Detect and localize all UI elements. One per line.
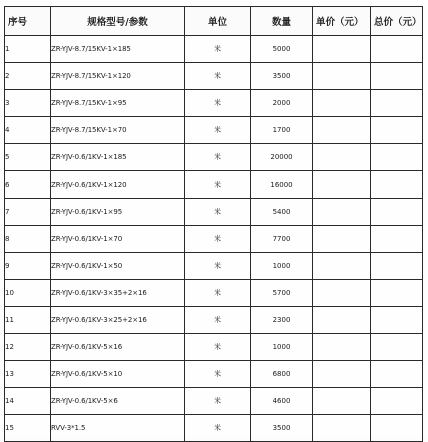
row-unit-price: [313, 117, 371, 144]
row-unit: 米: [185, 36, 251, 63]
row-spec: ZR-YJV-0.6/1KV-1×70: [51, 225, 185, 252]
row-quantity: 7700: [251, 225, 313, 252]
header-unit-price: 单价（元）: [313, 7, 371, 36]
row-spec: ZR-YJV-0.6/1KV-1×120: [51, 171, 185, 198]
row-unit: 米: [185, 361, 251, 388]
header-index: 序号: [5, 7, 51, 36]
row-quantity: 5400: [251, 198, 313, 225]
table-row: [5, 415, 423, 442]
table-row: [5, 90, 423, 117]
table-row: [5, 63, 423, 90]
row-quantity: 1000: [251, 334, 313, 361]
table-row: [5, 36, 423, 63]
row-total-price: [371, 36, 423, 63]
row-total-price: [371, 90, 423, 117]
row-unit-price: [313, 90, 371, 117]
row-index: 1: [5, 36, 51, 63]
row-quantity: 4600: [251, 388, 313, 415]
row-quantity: 20000: [251, 144, 313, 171]
row-unit: 米: [185, 252, 251, 279]
row-spec: ZR-YJV-0.6/1KV-5×16: [51, 334, 185, 361]
row-unit-price: [313, 361, 371, 388]
row-index: 6: [5, 171, 51, 198]
row-index: 7: [5, 198, 51, 225]
row-spec: ZR-YJV-0.6/1KV-3×25+2×16: [51, 306, 185, 333]
row-unit-price: [313, 306, 371, 333]
row-quantity: 6800: [251, 361, 313, 388]
row-index: 14: [5, 388, 51, 415]
row-unit: 米: [185, 279, 251, 306]
row-unit: 米: [185, 388, 251, 415]
row-quantity: 2300: [251, 306, 313, 333]
table-row: [5, 117, 423, 144]
row-index: 5: [5, 144, 51, 171]
row-index: 8: [5, 225, 51, 252]
row-quantity: 5000: [251, 36, 313, 63]
row-index: 12: [5, 334, 51, 361]
row-unit-price: [313, 63, 371, 90]
row-total-price: [371, 415, 423, 442]
row-index: 15: [5, 415, 51, 442]
row-total-price: [371, 388, 423, 415]
row-total-price: [371, 198, 423, 225]
row-unit: 米: [185, 144, 251, 171]
row-spec: ZR-YJV-0.6/1KV-1×50: [51, 252, 185, 279]
table-row: [5, 225, 423, 252]
row-unit-price: [313, 36, 371, 63]
row-unit: 米: [185, 198, 251, 225]
row-unit: 米: [185, 90, 251, 117]
row-index: 3: [5, 90, 51, 117]
row-unit-price: [313, 171, 371, 198]
row-quantity: 3500: [251, 63, 313, 90]
table-body: [5, 36, 423, 442]
row-total-price: [371, 144, 423, 171]
row-unit: 米: [185, 117, 251, 144]
row-unit: 米: [185, 171, 251, 198]
row-unit-price: [313, 279, 371, 306]
header-quantity: 数量: [251, 7, 313, 36]
row-quantity: 1000: [251, 252, 313, 279]
table-row: [5, 171, 423, 198]
row-spec: ZR-YJV-8.7/15KV-1×185: [51, 36, 185, 63]
row-unit: 米: [185, 306, 251, 333]
row-total-price: [371, 63, 423, 90]
row-quantity: 2000: [251, 90, 313, 117]
header-total-price: 总价（元）: [371, 7, 423, 36]
row-spec: ZR-YJV-8.7/15KV-1×120: [51, 63, 185, 90]
row-total-price: [371, 334, 423, 361]
row-spec: ZR-YJV-8.7/15KV-1×70: [51, 117, 185, 144]
header-spec: 规格型号/参数: [51, 7, 185, 36]
row-quantity: 1700: [251, 117, 313, 144]
row-unit: 米: [185, 63, 251, 90]
row-spec: ZR-YJV-0.6/1KV-5×6: [51, 388, 185, 415]
row-total-price: [371, 279, 423, 306]
row-spec: ZR-YJV-0.6/1KV-3×35+2×16: [51, 279, 185, 306]
row-unit-price: [313, 198, 371, 225]
table-row: [5, 388, 423, 415]
row-total-price: [371, 171, 423, 198]
row-total-price: [371, 117, 423, 144]
row-index: 13: [5, 361, 51, 388]
table-header: [5, 7, 423, 36]
row-spec: ZR-YJV-8.7/15KV-1×95: [51, 90, 185, 117]
row-index: 11: [5, 306, 51, 333]
row-index: 2: [5, 63, 51, 90]
row-unit-price: [313, 225, 371, 252]
table-row: [5, 334, 423, 361]
row-unit-price: [313, 415, 371, 442]
table-row: [5, 198, 423, 225]
table-row: [5, 252, 423, 279]
row-total-price: [371, 225, 423, 252]
row-total-price: [371, 361, 423, 388]
row-index: 9: [5, 252, 51, 279]
row-unit-price: [313, 252, 371, 279]
table-row: [5, 306, 423, 333]
row-total-price: [371, 306, 423, 333]
table-row: [5, 144, 423, 171]
header-row: [5, 7, 423, 36]
table-row: [5, 361, 423, 388]
row-unit-price: [313, 144, 371, 171]
header-unit: 单位: [185, 7, 251, 36]
row-spec: ZR-YJV-0.6/1KV-5×10: [51, 361, 185, 388]
row-quantity: 16000: [251, 171, 313, 198]
row-unit: 米: [185, 225, 251, 252]
row-quantity: 3500: [251, 415, 313, 442]
row-unit-price: [313, 388, 371, 415]
row-total-price: [371, 252, 423, 279]
row-spec: ZR-YJV-0.6/1KV-1×95: [51, 198, 185, 225]
row-quantity: 5700: [251, 279, 313, 306]
row-unit: 米: [185, 334, 251, 361]
quotation-table: [4, 6, 423, 442]
row-spec: RVV-3*1.5: [51, 415, 185, 442]
row-index: 10: [5, 279, 51, 306]
row-index: 4: [5, 117, 51, 144]
row-spec: ZR-YJV-0.6/1KV-1×185: [51, 144, 185, 171]
row-unit: 米: [185, 415, 251, 442]
row-unit-price: [313, 334, 371, 361]
table-row: [5, 279, 423, 306]
